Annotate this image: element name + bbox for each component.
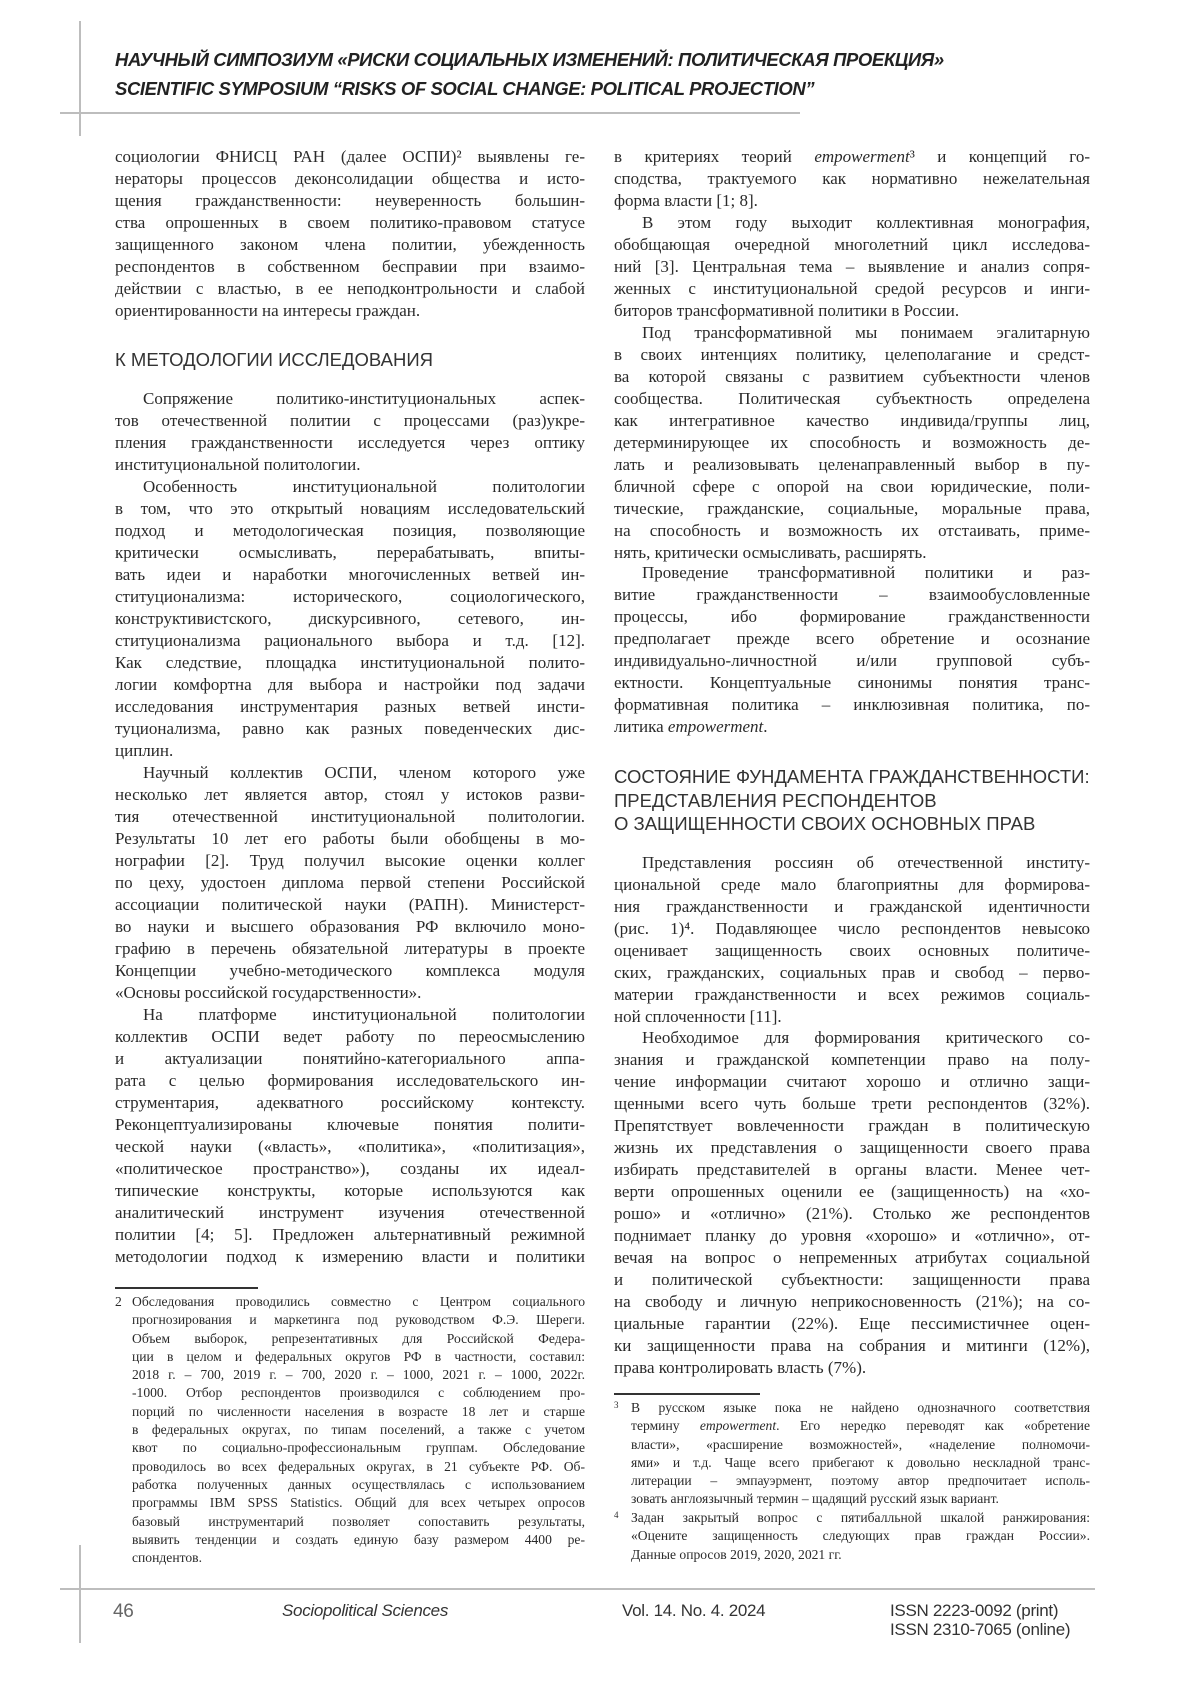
text-line: защищенного законом члена политии, убежденность <box>115 234 585 256</box>
text-line: зовать англоязычный термин – щадящий русский язык вариант. <box>631 1490 1090 1508</box>
footnote-2 <box>115 1293 585 1573</box>
text-line: ции в целом и федеральных округов РФ в частности, составил: <box>132 1348 585 1366</box>
text-line: (рис. 1)⁴. Подавляющее число респондентов невысоко <box>614 918 1090 940</box>
issn-print: ISSN 2223-0092 (print) <box>890 1601 1058 1621</box>
text-line: циальные гарантии (22%). Еще пессимистичнее оцен- <box>614 1313 1090 1335</box>
text-line: рошо» и «отлично» (21%). Столько же респондентов <box>614 1203 1090 1225</box>
text-line: «Основы российской государственности». <box>115 982 585 1004</box>
text-line: сообщества. Политическая субъектность определена <box>614 388 1090 410</box>
text-line: биторов трансформативной политики в России. <box>614 300 1090 322</box>
text-line: исследования инструментария разных ветвей инсти- <box>115 696 585 718</box>
left-margin-rule-top <box>79 21 81 136</box>
text-line: ституционализма: исторического, социологического, <box>115 586 585 608</box>
text-line: термину empowerment. Его нередко переводят как «обретение <box>631 1417 1090 1435</box>
text-line: Проведение трансформативной политики и раз- <box>614 562 1090 584</box>
paragraph <box>614 146 1090 212</box>
text-line: щенными всего чуть больше трети респондентов (32%). <box>614 1093 1090 1115</box>
text-line: спондентов. <box>132 1549 585 1567</box>
text-line: на свободу и личную неприкосновенность (21%); на со- <box>614 1291 1090 1313</box>
heading-line: ПРЕДСТАВЛЕНИЯ РЕСПОНДЕНТОВ <box>614 789 1090 813</box>
text-line: предполагает прежде всего обретение и осознание <box>614 628 1090 650</box>
text-line: графию в перечень обязательной литературы в проекте <box>115 938 585 960</box>
text-line: Объем выборок, репрезентативных для Российской Федера- <box>132 1330 585 1348</box>
text-line: «политическое пространство»), созданы их идеал- <box>115 1158 585 1180</box>
text-line: ческой науки («власть», «политика», «политизация», <box>115 1136 585 1158</box>
text-line: конструктивистского, дискурсивного, сетевого, ин- <box>115 608 585 630</box>
text-line: В этом году выходит коллективная монография, <box>614 212 1090 234</box>
text-line: тия отечественной институциональной политологии. <box>115 806 585 828</box>
text-line: Научный коллектив ОСПИ, членом которого уже <box>115 762 585 784</box>
text-line: форма власти [1; 8]. <box>614 190 1090 212</box>
text-line: верти опрошенных оценили ее (защищенность) на «хо- <box>614 1181 1090 1203</box>
text-line: Обследования проводились совместно с Центром социального <box>132 1293 585 1311</box>
text-line: нераторы процессов деконсолидации общества и исто- <box>115 168 585 190</box>
text-line: несколько лет является автор, стоял у истоков разви- <box>115 784 585 806</box>
text-line: подход и методологическая позиция, позволяющие <box>115 520 585 542</box>
text-line: работка полученных данных осуществлялась с использованием <box>132 1476 585 1494</box>
footer-rule <box>60 1588 1095 1590</box>
text-line: женных с институциональной средой ресурсов и инги- <box>614 278 1090 300</box>
text-line: порций по численности населения в возрасте 18 лет и старше <box>132 1403 585 1421</box>
footnote-number: 3 <box>614 1399 619 1411</box>
text-line: обобщающая очередной многолетний цикл исследова- <box>614 234 1090 256</box>
text-line: индивидуально-личностной и/или групповой субъ- <box>614 650 1090 672</box>
text-line: 2018 г. – 700, 2019 г. – 700, 2020 г. – 1000, 2021 г. – 1000, 2022г. <box>132 1366 585 1384</box>
text-line: во науки и высшего образования РФ включило моно- <box>115 916 585 938</box>
text-line: «Оцените защищенность следующих прав граждан России». <box>631 1527 1090 1545</box>
text-line: Сопряжение политико-институциональных аспек- <box>115 388 585 410</box>
text-line: в критериях теорий empowerment³ и концепций го- <box>614 146 1090 168</box>
text-line: институциональной политологии. <box>115 454 585 476</box>
text-line: в том, что это открытый новациям исследовательский <box>115 498 585 520</box>
paragraph <box>614 852 1090 1028</box>
text-line: ских, гражданских, социальных прав и свобод – перво- <box>614 962 1090 984</box>
footnote-text <box>132 1293 585 1567</box>
text-line: детерминирующее их способность и возможность де- <box>614 432 1090 454</box>
text-line: рата с целью формирования исследовательского ин- <box>115 1070 585 1092</box>
text-line: базовый инструментарий позволяет сопоставить результаты, <box>132 1513 585 1531</box>
text-line: и политической субъектности: защищенности права <box>614 1269 1090 1291</box>
text-line: вечая на вопрос о непременных атрибутах социальной <box>614 1247 1090 1269</box>
text-line: нографии [2]. Труд получил высокие оценки коллег <box>115 850 585 872</box>
text-line: власти», «расширение возможностей», «наделение полномочи- <box>631 1436 1090 1454</box>
issn-online: ISSN 2310-7065 (online) <box>890 1620 1070 1640</box>
text-line: бличной сфере с опорой на свои юридические, поли- <box>614 476 1090 498</box>
footnote-text <box>631 1509 1090 1564</box>
text-line: действии с властью, в ее неподконтрольности и слабой <box>115 278 585 300</box>
running-header-ru: НАУЧНЫЙ СИМПОЗИУМ «РИСКИ СОЦИАЛЬНЫХ ИЗМЕНЕНИЙ: ПОЛИТИЧЕСКАЯ ПРОЕКЦИЯ» <box>115 48 944 72</box>
text-line: избирать представителей в органы власти. Менее чет- <box>614 1159 1090 1181</box>
text-line: ства опрошенных в своем политико-правовом статусе <box>115 212 585 234</box>
text-line: сподства, трактуемого как нормативно нежелательная <box>614 168 1090 190</box>
text-line: жизнь их представления о защищенности своего права <box>614 1137 1090 1159</box>
text-line: знания и гражданской компетенции право на полу- <box>614 1049 1090 1071</box>
text-line: Реконцептуализированы ключевые понятия полити- <box>115 1114 585 1136</box>
footnote-4 <box>614 1509 1090 1569</box>
text-line: ассоциации политической науки (РАПН). Министерст- <box>115 894 585 916</box>
text-line: литерации – эмпауэрмент, поэтому автор предпочитает исполь- <box>631 1472 1090 1490</box>
text-line: социологии ФНИСЦ РАН (далее ОСПИ)² выявлены ге- <box>115 146 585 168</box>
text-line: Особенность институциональной политологии <box>115 476 585 498</box>
footnote-divider <box>115 1287 258 1289</box>
text-line: логии комфортна для выбора и настройки под задачи <box>115 674 585 696</box>
header-rule <box>60 112 800 114</box>
text-line: -1000. Отбор респондентов производился с соблюдением про- <box>132 1384 585 1402</box>
issue-info: Vol. 14. No. 4. 2024 <box>622 1601 765 1621</box>
paragraph <box>614 212 1090 322</box>
text-line: программы IBM SPSS Statistics. Общий для всех четырех опросов <box>132 1494 585 1512</box>
paragraph <box>614 1027 1090 1379</box>
text-line: Под трансформативной мы понимаем эгалитарную <box>614 322 1090 344</box>
text-line: политии [4; 5]. Предложен альтернативный режимной <box>115 1224 585 1246</box>
text-line: формативная политика – инклюзивная политика, по- <box>614 694 1090 716</box>
heading-line: СОСТОЯНИЕ ФУНДАМЕНТА ГРАЖДАНСТВЕННОСТИ: <box>614 765 1090 789</box>
paragraph <box>115 146 585 322</box>
text-line: нять, критически осмысливать, расширять. <box>614 542 1090 564</box>
text-line: Результаты 10 лет его работы были обобщены в мо- <box>115 828 585 850</box>
journal-name: Sociopolitical Sciences <box>282 1601 448 1621</box>
text-line: чение информации считают хорошо и отлично защи- <box>614 1071 1090 1093</box>
heading-line: О ЗАЩИЩЕННОСТИ СВОИХ ОСНОВНЫХ ПРАВ <box>614 812 1090 836</box>
text-line: щения гражданственности: неуверенность большин- <box>115 190 585 212</box>
text-line: выявить тенденции и создать единую базу размером 4400 ре- <box>132 1531 585 1549</box>
paragraph <box>115 476 585 762</box>
text-line: методологии подход к измерению власти и политики <box>115 1246 585 1268</box>
text-line: квот по социально-профессиональным группам. Обследование <box>132 1439 585 1457</box>
text-line: ва которой связаны с развитием субъектности членов <box>614 366 1090 388</box>
text-line: Задан закрытый вопрос с пятибалльной шкалой ранжирования: <box>631 1509 1090 1527</box>
text-line: вать идеи и наработки многочисленных ветвей ин- <box>115 564 585 586</box>
running-header-en: SCIENTIFIC SYMPOSIUM “RISKS OF SOCIAL CHANGE: POLITICAL PROJECTION” <box>115 77 814 101</box>
text-line: респондентов в собственном бесправии при взаимо- <box>115 256 585 278</box>
text-line: Препятствует вовлеченности граждан в политическую <box>614 1115 1090 1137</box>
text-line: и актуализации понятийно-категориального аппа- <box>115 1048 585 1070</box>
text-line: коллектив ОСПИ ведет работу по переосмыслению <box>115 1026 585 1048</box>
text-line: лать и реализовывать целенаправленный выбор в пу- <box>614 454 1090 476</box>
text-line: ки защищенности права на собрания и митинги (12%), <box>614 1335 1090 1357</box>
page-number: 46 <box>113 1601 134 1623</box>
text-line: ния гражданственности и гражданской идентичности <box>614 896 1090 918</box>
section-heading-methodology <box>115 348 585 372</box>
text-line: процессы, ибо формирование гражданственности <box>614 606 1090 628</box>
text-line: критически осмысливать, перерабатывать, впиты- <box>115 542 585 564</box>
text-line: на способность и возможность их отстаивать, приме- <box>614 520 1090 542</box>
text-line: права контролировать власть (7%). <box>614 1357 1090 1379</box>
text-line: Представления россиян об отечественной институ- <box>614 852 1090 874</box>
text-line: в своих интенциях политику, целеполагание и средст- <box>614 344 1090 366</box>
paragraph <box>115 1004 585 1268</box>
text-line: пления гражданственности исследуется через оптику <box>115 432 585 454</box>
text-line: ектности. Концептуальные синонимы понятия транс- <box>614 672 1090 694</box>
text-line: типические конструкты, которые используются как <box>115 1180 585 1202</box>
paragraph <box>115 762 585 1004</box>
text-line: Данные опросов 2019, 2020, 2021 гг. <box>631 1546 1090 1564</box>
heading-line: К МЕТОДОЛОГИИ ИССЛЕДОВАНИЯ <box>115 348 585 372</box>
paragraph <box>614 562 1090 738</box>
footnote-number: 2 <box>115 1293 122 1311</box>
left-margin-rule-bottom <box>79 1545 81 1643</box>
text-line: прогнозирования и маркетинга под руководством Ф.Э. Шереги. <box>132 1311 585 1329</box>
text-line: тов отечественной политии с процессами (раз)укре- <box>115 410 585 432</box>
text-line: оценивает защищенность своих основных политиче- <box>614 940 1090 962</box>
text-line: Концепции учебно-методического комплекса модуля <box>115 960 585 982</box>
text-line: ями» и т.д. Чаще всего прибегают к довольно нескладной транс- <box>631 1454 1090 1472</box>
text-line: в федеральных округах, по типам поселений, а также с учетом <box>132 1421 585 1439</box>
text-line: ний [3]. Центральная тема – выявление и анализ сопря- <box>614 256 1090 278</box>
text-line: ституционализма рационального выбора и т.д. [12]. <box>115 630 585 652</box>
text-line: литика empowerment. <box>614 716 1090 738</box>
paragraph <box>115 388 585 476</box>
text-line: туционализма, равно как разных поведенческих дис- <box>115 718 585 740</box>
text-line: как интегративное качество индивида/группы лиц, <box>614 410 1090 432</box>
text-line: поднимает планку до уровня «хорошо» и «отлично», от- <box>614 1225 1090 1247</box>
footnote-3 <box>614 1399 1090 1511</box>
section-heading-citizenship <box>614 765 1090 836</box>
text-line: Как следствие, площадка институциональной полито- <box>115 652 585 674</box>
text-line: Необходимое для формирования критического со- <box>614 1027 1090 1049</box>
text-line: тические, гражданские, социальные, моральные права, <box>614 498 1090 520</box>
text-line: по цеху, удостоен диплома первой степени Российской <box>115 872 585 894</box>
text-line: В русском языке пока не найдено однозначного соответствия <box>631 1399 1090 1417</box>
footnote-text <box>631 1399 1090 1509</box>
text-line: ориентированности на интересы граждан. <box>115 300 585 322</box>
text-line: витие гражданственности – взаимообусловленные <box>614 584 1090 606</box>
text-line: циплин. <box>115 740 585 762</box>
paragraph <box>614 322 1090 564</box>
footnote-divider <box>614 1393 760 1395</box>
text-line: ной сплоченности [11]. <box>614 1006 1090 1028</box>
text-line: На платформе институциональной политологии <box>115 1004 585 1026</box>
text-line: проводилось во всех федеральных округах, в 21 субъекте РФ. Об- <box>132 1458 585 1476</box>
text-line: аналитический инструмент изучения отечественной <box>115 1202 585 1224</box>
footnote-number: 4 <box>614 1509 619 1521</box>
text-line: материи гражданственности и всех режимов социаль- <box>614 984 1090 1006</box>
text-line: струментария, адекватного российскому контексту. <box>115 1092 585 1114</box>
text-line: циональной среде мало благоприятны для формирова- <box>614 874 1090 896</box>
